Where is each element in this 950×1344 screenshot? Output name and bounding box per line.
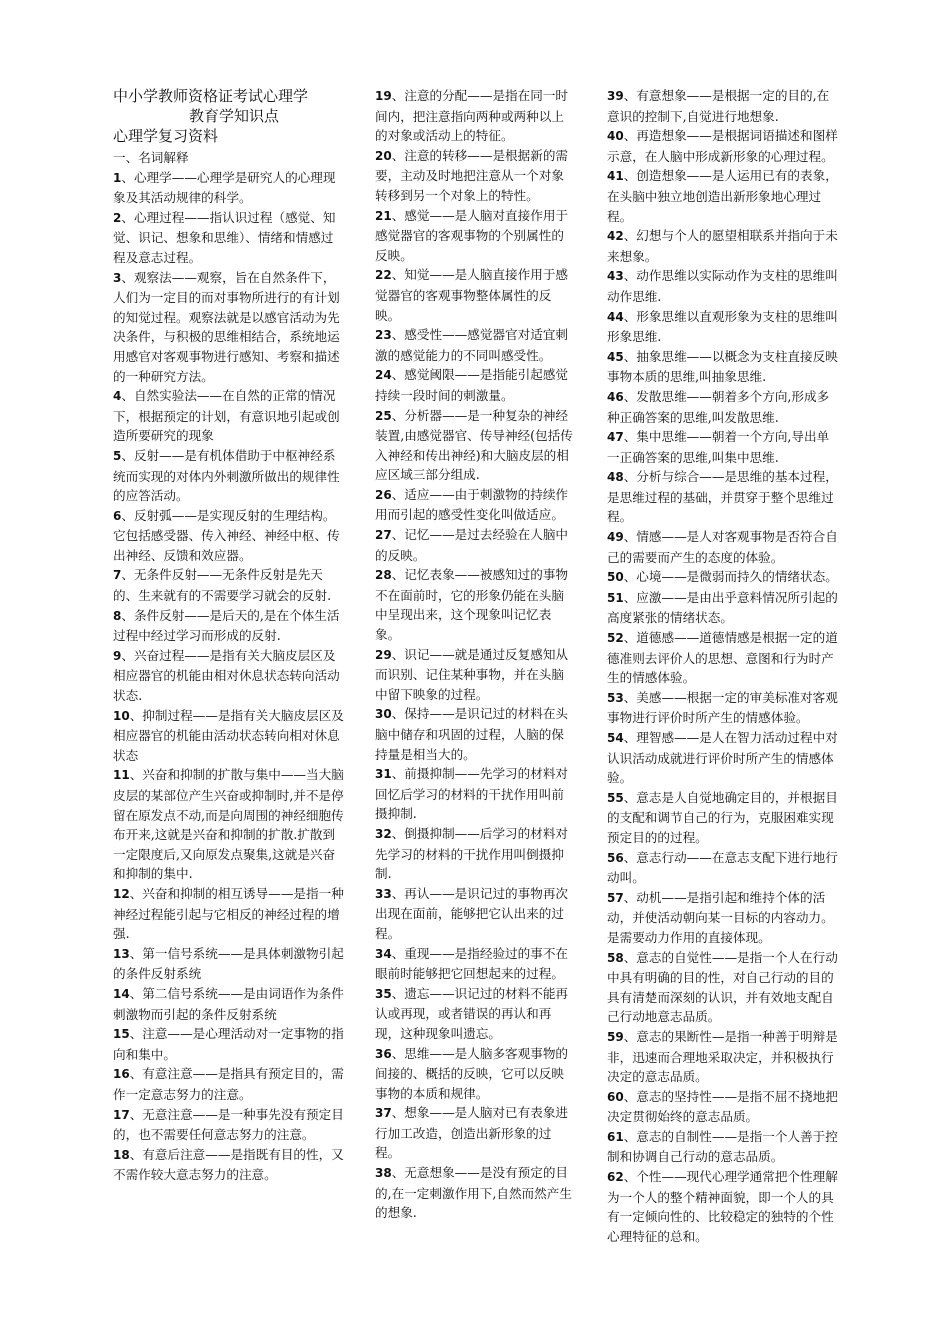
- term-definition: [113, 446, 345, 506]
- term-number: 12: [113, 886, 130, 901]
- term-text: 、知觉——是人脑直接作用于感觉器官的客观事物整体属性的反映。: [375, 267, 569, 323]
- term-number: 9: [113, 648, 122, 663]
- term-text: 、意志行动——在意志支配下进行地行动叫。: [607, 849, 838, 886]
- term-text: 、注意——是心理活动对一定事物的指向和集中。: [113, 1026, 344, 1062]
- term-definition: [375, 365, 575, 405]
- term-definition: [375, 1044, 575, 1104]
- term-number: 52: [607, 631, 624, 646]
- term-text: 、有意想象——是根据一定的目的,在意识的控制下,自觉进行地想象.: [607, 88, 830, 124]
- term-text: 、再认——是识记过的事物再次出现在面前，能够把它认出来的过程。: [375, 885, 569, 941]
- term-text: 、抑制过程——是指有关大脑皮层区及相应器官的机能由活动状态转向相对休息状态: [113, 707, 344, 763]
- term-text: 、意志的果断性—是指一种善于明辩是非，迅速而合理地采取决定，并积极执行决定的意志品质。: [607, 1028, 838, 1085]
- term-text: 、重现——是指经验过的事不在眼前时能够把它回想起来的过程。: [375, 945, 569, 982]
- term-text: 、情感——是人对客观事物是否符合自己的需要而产生的态度的体验。: [607, 529, 838, 565]
- column-1: [113, 86, 345, 1185]
- term-number: 47: [607, 430, 624, 445]
- doc-title-line1: 中小学教师资格证考试心理学: [113, 87, 309, 105]
- term-text: 、识记——就是通过反复感知从而识别、记住某种事物，并在头脑中留下映象的过程。: [375, 646, 569, 702]
- term-definition: [607, 688, 839, 728]
- term-definition: [375, 325, 575, 365]
- term-definition: [375, 984, 575, 1044]
- term-text: 、理智感——是人在智力活动过程中对认识活动成就进行评价时所产生的情感体验。: [607, 730, 838, 786]
- term-definition: [375, 704, 575, 764]
- term-number: 61: [607, 1129, 624, 1144]
- term-text: 、抽象思维——以概念为支柱直接反映事物本质的思维,叫抽象思维.: [607, 348, 838, 385]
- term-definition: [607, 307, 839, 347]
- term-definition: [113, 984, 345, 1024]
- term-definition: [607, 226, 839, 266]
- term-number: 6: [113, 508, 122, 523]
- term-definition: [607, 1127, 839, 1167]
- term-number: 59: [607, 1029, 624, 1044]
- term-definition: [607, 728, 839, 788]
- term-number: 1: [113, 170, 122, 185]
- term-text: 、集中思维——朝着一个方向,导出单一正确答案的思维,叫集中思维.: [607, 429, 830, 465]
- term-text: 、道德感——道德情感是根据一定的道德准则去评价人的思想、意图和行为时产生的情感体验。: [607, 630, 838, 686]
- term-definition: [607, 567, 839, 588]
- term-number: 8: [113, 608, 122, 623]
- term-text: 、无条件反射——无条件反射是先天的、生来就有的不需要学习就会的反射.: [113, 567, 332, 604]
- term-number: 29: [375, 647, 392, 662]
- column-2: [375, 86, 575, 1223]
- term-definition: [113, 208, 345, 268]
- term-number: 50: [607, 570, 624, 585]
- term-number: 45: [607, 349, 624, 364]
- term-definition: [607, 347, 839, 387]
- term-number: 30: [375, 707, 392, 722]
- term-number: 44: [607, 309, 624, 324]
- term-number: 55: [607, 790, 624, 805]
- term-definition: [607, 1167, 839, 1246]
- term-number: 43: [607, 269, 624, 284]
- term-text: 、分析器——是一种复杂的神经装置,由感觉器官、传导神经(包括传入神经和传出神经)和大脑皮层的相应区域三部分组成.: [375, 407, 573, 483]
- term-number: 15: [113, 1027, 130, 1042]
- term-number: 58: [607, 950, 624, 965]
- term-text: 、心理学——心理学是研究人的心理现象及其活动规律的科学。: [113, 169, 336, 206]
- term-number: 13: [113, 946, 130, 961]
- term-definition: [607, 948, 839, 1027]
- term-number: 16: [113, 1067, 130, 1082]
- term-text: 、注意的转移——是根据新的需要，主动及时地把注意从一个对象转移到另一个对象上的特性。: [375, 147, 569, 203]
- term-number: 53: [607, 690, 624, 705]
- term-text: 、反射弧——是实现反射的生理结构。它包括感受器、传入神经、神经中枢、传出神经、反馈和效应器。: [113, 507, 340, 563]
- term-number: 7: [113, 568, 122, 583]
- term-definition: [375, 525, 575, 565]
- term-text: 、条件反射——是后天的,是在个体生活过程中经过学习而形成的反射.: [113, 607, 340, 644]
- term-number: 46: [607, 389, 624, 404]
- term-text: 、反射——是有机体借助于中枢神经系统而实现的对体内外刺激所做出的规律性的应答活动。: [113, 447, 340, 504]
- term-number: 42: [607, 229, 624, 244]
- term-number: 14: [113, 986, 130, 1001]
- term-definition: [375, 485, 575, 525]
- term-number: 5: [113, 448, 122, 463]
- term-number: 32: [375, 826, 392, 841]
- term-text: 、想象——是人脑对已有表象进行加工改造，创造出新形象的过程。: [375, 1105, 569, 1161]
- term-number: 2: [113, 210, 122, 225]
- term-text: 、遗忘——识记过的材料不能再认或再现，或者错误的再认和再现，这种现象叫遗忘。: [375, 985, 569, 1041]
- term-definition: [607, 848, 839, 888]
- term-definition: [607, 126, 839, 166]
- term-definition: [607, 387, 839, 427]
- term-number: 17: [113, 1107, 130, 1122]
- term-number: 26: [375, 487, 392, 502]
- term-definition: [113, 168, 345, 208]
- term-definition: [375, 645, 575, 705]
- term-definition: [113, 1145, 345, 1185]
- term-definition: [375, 1163, 575, 1223]
- term-number: 60: [607, 1089, 624, 1104]
- term-number: 19: [375, 89, 392, 103]
- term-definition: [113, 765, 345, 884]
- term-definition: [607, 467, 839, 527]
- term-number: 23: [375, 328, 392, 343]
- term-text: 、感觉阈限——是指能引起感觉持续一段时间的刺激量。: [375, 367, 569, 403]
- term-text: 、幻想与个人的愿望相联系并指向于未来想象。: [607, 228, 838, 264]
- term-number: 34: [375, 946, 392, 961]
- term-definition: [607, 266, 839, 306]
- term-definition: [607, 1027, 839, 1087]
- term-number: 40: [607, 129, 624, 144]
- term-number: 20: [375, 148, 392, 163]
- term-definition: [607, 888, 839, 948]
- term-text: 、适应——由于刺激物的持续作用而引起的感受性变化叫做适应。: [375, 486, 569, 523]
- term-definition: [607, 427, 839, 467]
- term-number: 49: [607, 530, 624, 545]
- term-text: 、保持——是识记过的材料在头脑中储存和巩固的过程，人脑的保持量是相当大的。: [375, 706, 569, 762]
- term-text: 、兴奋过程——是指有关大脑皮层区及相应器官的机能由相对休息状态转向活动状态.: [113, 647, 340, 704]
- term-number: 56: [607, 850, 624, 865]
- term-definition: [375, 764, 575, 824]
- term-number: 3: [113, 270, 122, 285]
- term-definition: [375, 206, 575, 266]
- doc-subtitle: 心理学复习资料: [113, 127, 219, 145]
- term-number: 51: [607, 590, 624, 605]
- doc-title-line2: 教育学知识点: [189, 107, 280, 125]
- term-definition: [113, 386, 345, 446]
- term-text: 、有意后注意——是指既有目的性，又不需作较大意志努力的注意。: [113, 1146, 344, 1183]
- term-number: 4: [113, 389, 122, 404]
- column-3: [607, 86, 839, 1246]
- term-definition: [113, 565, 345, 605]
- term-text: 、动机——是指引起和维持个体的活动，并使活动朝向某一目标的内容动力。是需要动力作用的直接体现。: [607, 889, 834, 945]
- term-text: 、记忆表象——被感知过的事物不在面前时，它的形象仍能在头脑中呈现出来，这个现象叫记忆表象。: [375, 567, 569, 643]
- term-text: 、前摄抑制——先学习的材料对回忆后学习的材料的干扰作用叫前摄抑制.: [375, 766, 569, 822]
- term-definition: [113, 646, 345, 706]
- term-definition: [607, 588, 839, 628]
- term-definition: [375, 944, 575, 984]
- term-text: 、意志的自觉性——是指一个人在行动中具有明确的目的性，对自己行动的目的具有清楚而深刻的认识，并有效地支配自己行动地意志品质。: [607, 949, 838, 1025]
- term-definition: [113, 944, 345, 984]
- term-number: 62: [607, 1170, 624, 1185]
- term-text: 、第一信号系统——是具体刺激物引起的条件反射系统: [113, 945, 344, 982]
- entry-list: [375, 86, 575, 1223]
- term-text: 、倒摄抑制——后学习的材料对先学习的材料的干扰作用叫倒摄抑制.: [375, 825, 569, 882]
- term-definition: [607, 1087, 839, 1127]
- term-definition: [375, 884, 575, 944]
- term-number: 38: [375, 1166, 392, 1181]
- term-definition: [375, 265, 575, 325]
- term-definition: [607, 527, 839, 567]
- term-text: 、心境——是微弱而持久的情绪状态。: [623, 569, 838, 585]
- section-heading: 一、名词解释: [113, 150, 189, 165]
- term-number: 31: [375, 767, 392, 782]
- term-definition: [113, 268, 345, 387]
- term-number: 36: [375, 1046, 392, 1061]
- term-number: 27: [375, 528, 392, 543]
- term-text: 、有意注意——是指具有预定目的，需作一定意志努力的注意。: [113, 1066, 344, 1102]
- term-text: 、再造想象——是根据词语描述和图样示意，在人脑中形成新形象的心理过程。: [607, 128, 838, 164]
- entry-list: [113, 168, 345, 1185]
- term-text: 、个性——现代心理学通常把个性理解为一个人的整个精神面貌，即一个人的具有一定倾向性的、比较稳定的独特的个性心理特征的总和。: [607, 1169, 838, 1244]
- term-number: 18: [113, 1147, 130, 1162]
- term-definition: [375, 1103, 575, 1163]
- term-number: 54: [607, 731, 624, 745]
- term-text: 、意志是人自觉地确定目的，并根据目的支配和调节自己的行为，克服困难实现预定目的的过程。: [607, 789, 838, 845]
- term-definition: [113, 1024, 345, 1064]
- term-definition: [375, 86, 575, 146]
- term-number: 25: [375, 408, 392, 423]
- term-number: 11: [113, 768, 130, 783]
- term-text: 、心理过程——指认识过程（感觉、知觉、识记、想象和思维）、情绪和情感过程及意志过程。: [113, 209, 336, 265]
- term-text: 、应激——是由出乎意料情况所引起的高度紧张的情绪状态。: [607, 589, 838, 626]
- term-text: 、意志的自制性——是指一个人善于控制和协调自己行动的意志品质。: [607, 1128, 838, 1165]
- term-number: 39: [607, 89, 624, 103]
- term-text: 、思维——是人脑多客观事物的间接的、概括的反映，它可以反映事物的本质和规律。: [375, 1045, 569, 1101]
- term-text: 、意志的坚持性——是指不屈不挠地把决定贯彻始终的意志品质。: [607, 1088, 838, 1125]
- term-number: 28: [375, 568, 392, 583]
- term-definition: [113, 606, 345, 646]
- term-text: 、第二信号系统——是由词语作为条件刺激物而引起的条件反射系统: [113, 985, 344, 1022]
- term-definition: [113, 506, 345, 566]
- term-definition: [113, 706, 345, 766]
- term-definition: [375, 146, 575, 206]
- term-text: 、无意注意——是一种事先没有预定目的，也不需要任何意志努力的注意。: [113, 1106, 344, 1143]
- term-number: 35: [375, 986, 392, 1001]
- term-text: 、注意的分配——是指在同一时间内，把注意指向两种或两种以上的对象或活动上的特征。: [375, 88, 569, 144]
- term-number: 41: [607, 169, 624, 184]
- term-text: 、美感——根据一定的审美标准对客观事物进行评价时所产生的情感体验。: [607, 689, 838, 726]
- term-number: 33: [375, 886, 392, 901]
- term-number: 57: [607, 890, 624, 905]
- term-text: 、记忆——是过去经验在人脑中的反映。: [375, 527, 569, 563]
- term-number: 24: [375, 368, 392, 383]
- term-text: 、自然实验法——在自然的正常的情况下，根据预定的计划，有意识地引起或创造所要研究的现象: [113, 388, 340, 444]
- term-text: 、创造想象——是人运用已有的表象，在头脑中独立地创造出新形象地心理过程。: [607, 168, 838, 224]
- term-number: 37: [375, 1106, 392, 1121]
- term-text: 、形象思维以直观形象为支柱的思维叫形象思维.: [607, 308, 838, 345]
- term-text: 、动作思维以实际动作为支柱的思维叫动作思维.: [607, 268, 838, 304]
- term-definition: [607, 628, 839, 688]
- term-number: 10: [113, 708, 130, 723]
- term-definition: [607, 166, 839, 226]
- term-definition: [607, 788, 839, 848]
- term-text: 、感觉——是人脑对直接作用于感觉器官的客观事物的个别属性的反映。: [375, 207, 569, 263]
- term-text: 、观察法——观察，旨在自然条件下，人们为一定目的而对事物所进行的有计划的知觉过程。观察法就是以感官活动为先决条件，与积极的思维相结合，系统地运用感官对客观事物进行感知、考察和描述的一种研究方法。: [113, 269, 340, 384]
- term-definition: [113, 1064, 345, 1104]
- entry-list: [607, 86, 839, 1246]
- term-number: 48: [607, 470, 624, 485]
- term-definition: [375, 824, 575, 884]
- term-text: 、兴奋和抑制的相互诱导——是指一种神经过程能引起与它相反的神经过程的增强.: [113, 885, 344, 942]
- term-text: 、兴奋和抑制的扩散与集中——当大脑皮层的某部位产生兴奋或抑制时,并不是停留在原发点不动,而是向周围的神经细胞传布开来,这就是兴奋和抑制的扩散.扩散到一定限度后,又向原发点聚集,这就是兴奋和抑制的集中.: [113, 767, 344, 882]
- term-definition: [113, 1105, 345, 1145]
- term-text: 、无意想象——是没有预定的目的,在一定刺激作用下,自然而然产生的想象.: [375, 1165, 572, 1221]
- term-text: 、分析与综合——是思维的基本过程，是思维过程的基础，并贯穿于整个思维过程。: [607, 469, 838, 525]
- term-definition: [607, 86, 839, 126]
- term-number: 22: [375, 268, 392, 283]
- term-definition: [113, 884, 345, 944]
- term-text: 、发散思维——朝着多个方向,形成多种正确答案的思维,叫发散思维.: [607, 388, 830, 425]
- term-text: 、感受性——感觉器官对适宜刺激的感觉能力的不同叫感受性。: [375, 327, 569, 363]
- term-definition: [375, 406, 575, 485]
- term-number: 21: [375, 208, 392, 223]
- term-definition: [375, 565, 575, 644]
